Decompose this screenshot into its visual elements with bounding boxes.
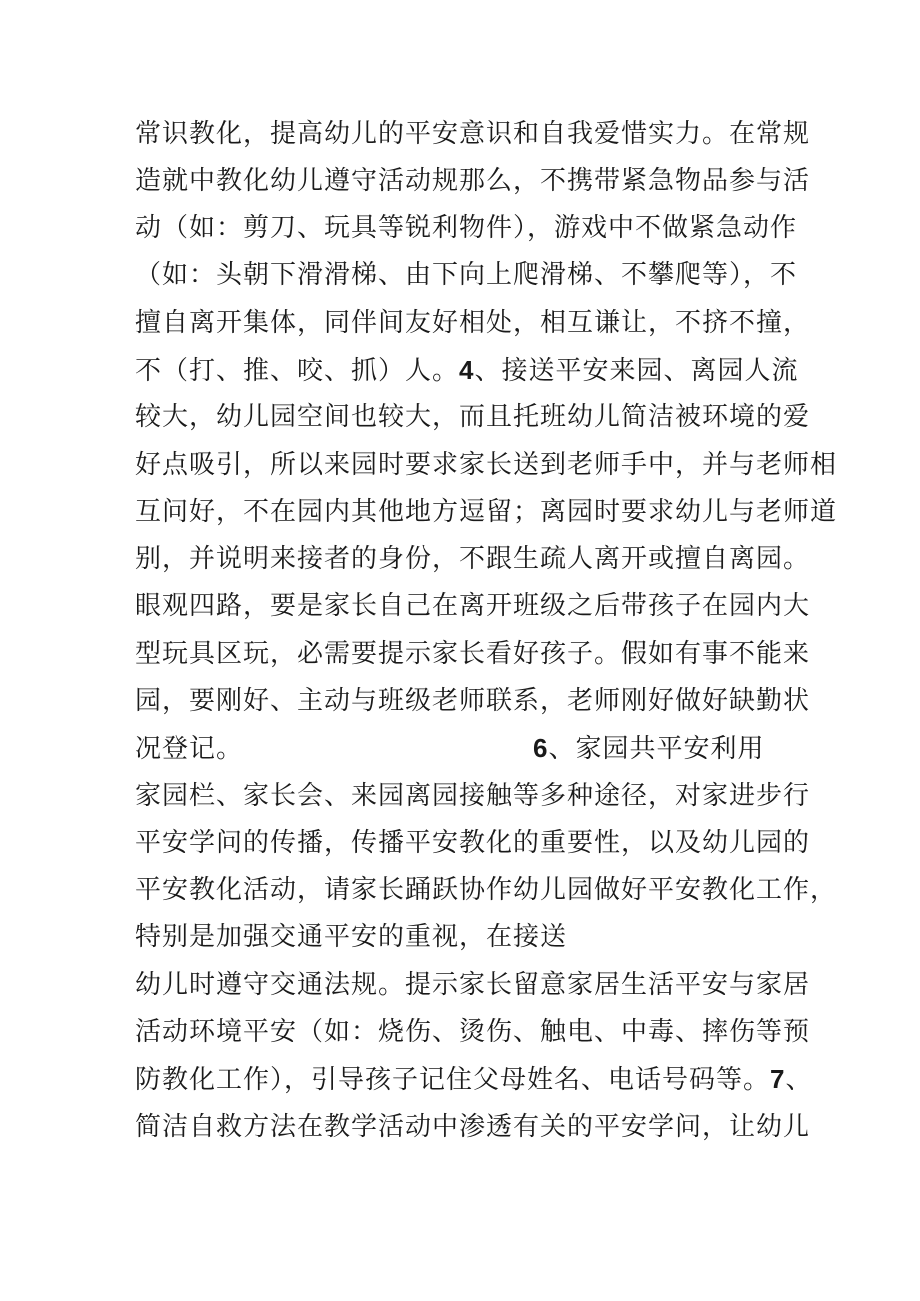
paragraph-line: 眼观四路，要是家长自己在离开班级之后带孩子在园内大 <box>135 591 811 621</box>
line-text: 况登记。 <box>135 734 244 764</box>
line-text: 、家园共平安利用 <box>548 734 765 764</box>
line-text: 不（打、推、咬、抓）人。 <box>135 356 460 386</box>
paragraph-line: 活动环境平安（如：烧伤、烫伤、触电、中毒、摔伤等预 <box>135 1017 811 1047</box>
line-text: 防教化工作），引导孩子记住父母姓名、电话号码等。 <box>135 1065 771 1095</box>
section-number: 4 <box>459 355 475 385</box>
paragraph-line: 平安学问的传播，传播平安教化的重要性，以及幼儿园的 <box>135 828 811 858</box>
paragraph-line: 幼儿时遵守交通法规。提示家长留意家居生活平安与家居 <box>135 970 811 1000</box>
paragraph-line <box>135 354 799 387</box>
paragraph-line: 动（如：剪刀、玩具等锐利物件），游戏中不做紧急动作 <box>135 213 798 243</box>
paragraph-line: 较大，幼儿园空间也较大，而且托班幼儿简洁被环境的爱 <box>135 402 811 432</box>
paragraph-line <box>135 1063 813 1096</box>
paragraph-line: 互问好，不在园内其他地方逗留；离园时要求幼儿与老师道 <box>135 497 838 527</box>
paragraph-line: 造就中教化幼儿遵守活动规那么，不携带紧急物品参与活 <box>135 166 811 196</box>
paragraph-line: 简洁自救方法在教学活动中渗透有关的平安学问，让幼儿 <box>135 1112 811 1142</box>
section-number: 6 <box>533 733 549 763</box>
paragraph-line: 擅自离开集体，同伴间友好相处，相互谦让，不挤不撞， <box>135 308 811 338</box>
line-text: 、接送平安来园、离园人流 <box>474 356 799 386</box>
paragraph-line: 家园栏、家长会、来园离园接触等多种途径，对家进步行 <box>135 781 811 811</box>
paragraph-line: 别，并说明来接者的身份，不跟生疏人离开或擅自离园。 <box>135 544 811 574</box>
paragraph-line: 好点吸引，所以来园时要求家长送到老师手中，并与老师相 <box>135 450 838 480</box>
section-number: 7 <box>770 1064 786 1094</box>
paragraph-line <box>135 732 765 765</box>
paragraph-line: 型玩具区玩，必需要提示家长看好孩子。假如有事不能来 <box>135 639 811 669</box>
paragraph-line: 特别是加强交通平安的重视，在接送 <box>135 922 568 952</box>
paragraph-line: 园，要刚好、主动与班级老师联系，老师刚好做好缺勤状 <box>135 686 811 716</box>
paragraph-line: 平安教化活动，请家长踊跃协作幼儿园做好平安教化工作， <box>135 875 838 905</box>
line-text: 、 <box>785 1065 813 1095</box>
paragraph-line: （如：头朝下滑滑梯、由下向上爬滑梯、不攀爬等），不 <box>135 260 798 290</box>
paragraph-line: 常识教化，提高幼儿的平安意识和自我爱惜实力。在常规 <box>135 119 811 149</box>
